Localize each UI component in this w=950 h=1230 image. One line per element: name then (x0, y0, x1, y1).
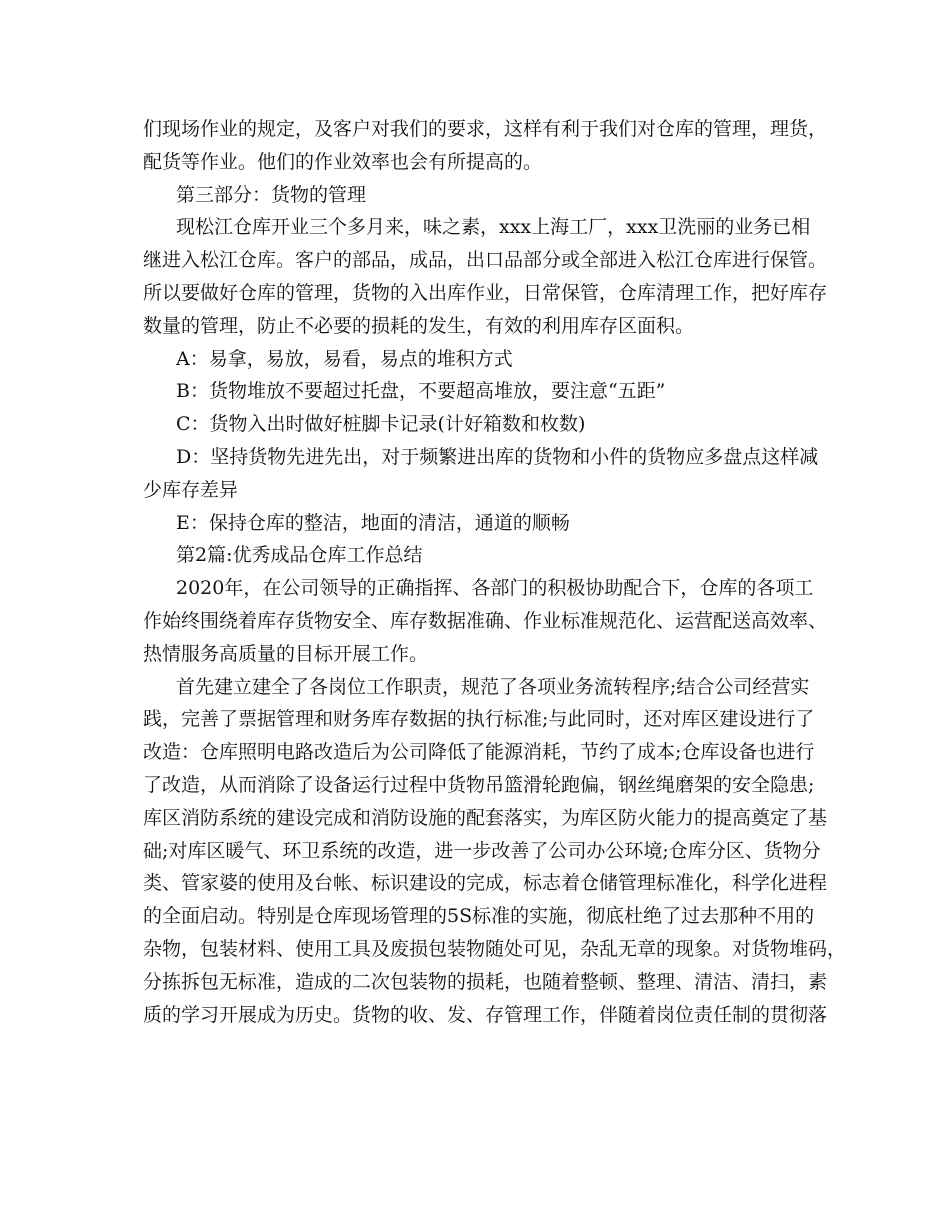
text-line: 库区消防系统的建设完成和消防设施的配套落实，为库区防火能力的提高奠定了基 (143, 806, 828, 829)
text-line: 少库存差异 (143, 478, 239, 501)
text-line: 了改造，从而消除了设备运行过程中货物吊篮滑轮跑偏，钢丝绳磨架的安全隐患; (143, 773, 815, 796)
text-line: 改造：仓库照明电路改造后为公司降低了能源消耗，节约了成本;仓库设备也进行 (143, 741, 815, 764)
list-item-d: D：坚持货物先进先出，对于频繁进出库的货物和小件的货物应多盘点这样减 (176, 445, 819, 468)
section-heading: 第三部分：货物的管理 (176, 183, 367, 206)
text-line: 质的学习开展成为历史。货物的收、发、存管理工作，伴随着岗位责任制的贯彻落 (143, 1003, 828, 1026)
text-line: 践，完善了票据管理和财务库存数据的执行标准;与此同时，还对库区建设进行了 (143, 708, 815, 731)
text-line: 继进入松江仓库。客户的部品，成品，出口品部分或全部进入松江仓库进行保管。 (143, 249, 828, 272)
paragraph-start: 首先建立建全了各岗位工作职责，规范了各项业务流转程序;结合公司经营实 (176, 675, 810, 698)
text-line: 配货等作业。他们的作业效率也会有所提高的。 (143, 150, 543, 173)
paragraph-start: 现松江仓库开业三个多月来，味之素，xxx上海工厂，xxx卫洗丽的业务已相 (176, 216, 811, 239)
text-line: 作始终围绕着库存货物安全、库存数据准确、作业标准规范化、运营配送高效率、 (143, 609, 828, 632)
list-item-c: C：货物入出时做好桩脚卡记录(计好箱数和枚数) (176, 413, 586, 436)
list-item-b: B：货物堆放不要超过托盘，不要超高堆放，要注意“五距” (176, 380, 666, 403)
text-line: 分拣拆包无标准，造成的二次包装物的损耗，也随着整顿、整理、清洁、清扫，素 (143, 970, 828, 993)
text-line: 类、管家婆的使用及台帐、标识建设的完成，标志着仓储管理标准化，科学化进程 (143, 872, 828, 895)
text-line: 杂物，包装材料、使用工具及废损包装物随处可见，杂乱无章的现象。对货物堆码， (143, 937, 847, 960)
text-line: 所以要做好仓库的管理，货物的入出库作业，日常保管，仓库清理工作，把好库存 (143, 281, 828, 304)
text-line: 的全面启动。特别是仓库现场管理的5S标准的实施，彻底杜绝了过去那种不用的 (143, 905, 815, 928)
text-line: 热情服务高质量的目标开展工作。 (143, 642, 429, 665)
list-item-e: E：保持仓库的整洁，地面的清洁，通道的顺畅 (176, 511, 570, 534)
document-body (143, 113, 847, 1031)
article-title: 第2篇:优秀成品仓库工作总结 (176, 544, 423, 567)
list-item-a: A：易拿，易放，易看，易点的堆积方式 (176, 347, 513, 370)
text-line: 础;对库区暖气、环卫系统的改造，进一步改善了公司办公环境;仓库分区、货物分 (143, 839, 821, 862)
text-line: 们现场作业的规定，及客户对我们的要求，这样有利于我们对仓库的管理，理货， (143, 118, 828, 140)
paragraph-start: 2020年，在公司领导的正确指挥、各部门的积极协助配合下，仓库的各项工 (176, 577, 814, 600)
text-line: 数量的管理，防止不必要的损耗的发生，有效的利用库存区面积。 (143, 314, 695, 337)
